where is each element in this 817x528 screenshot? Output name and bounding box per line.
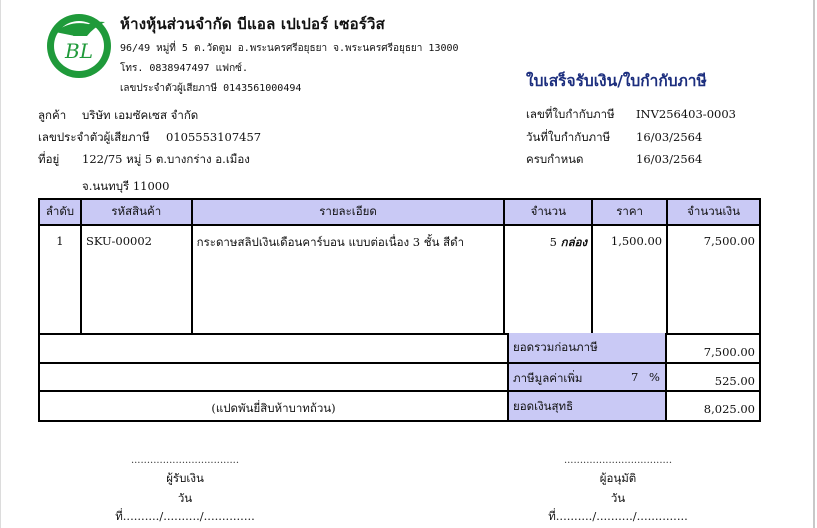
table-row: [39, 225, 760, 334]
customer-name: บริษัท เอมซัคเซส จำกัด: [82, 108, 199, 122]
page-left-edge: [0, 0, 1, 528]
approver-signature: [543, 455, 693, 526]
svg-text:BL: BL: [65, 39, 93, 63]
net-value: 8,025.00: [703, 402, 755, 416]
items-table: [38, 198, 761, 335]
customer-tax-row: [38, 129, 261, 147]
row-amount: 7,500.00: [667, 225, 760, 334]
invoice-due-label: ครบกำหนด: [526, 152, 584, 166]
approver-date: วันที่........../........../..............: [548, 491, 688, 523]
company-tax-id: เลขประจำตัวผู้เสียภาษี 0143561000494: [120, 83, 302, 94]
invoice-no-row: [526, 106, 736, 124]
company-info: [120, 12, 459, 96]
vat-rate: 7: [631, 370, 639, 384]
customer-address-line2: จ.นนทบุรี 11000: [82, 179, 170, 193]
header-amount: จำนวนเงิน: [667, 199, 760, 225]
invoice-date-label: วันที่ใบกำกับภาษี: [526, 130, 611, 144]
customer-address-row: [38, 151, 250, 169]
row-qty: 5: [549, 235, 557, 249]
net-row: [40, 392, 759, 420]
vat-label: ภาษีมูลค่าเพิ่ม: [513, 371, 583, 385]
table-header: [39, 199, 760, 225]
vat-label-cell: [507, 364, 667, 390]
company-address: 96/49 หมู่ที่ 5 ต.วัดตูม อ.พระนครศรีอยุธยา จ.พระนครศรีอยุธยา 13000: [120, 43, 459, 54]
approver-label: ผู้อนุมัติ: [599, 471, 637, 485]
receiver-date: วันที่........../........../..............: [115, 491, 255, 523]
words-divider: [40, 390, 507, 392]
row-sku: SKU-00002: [81, 225, 192, 334]
net-label: ยอดเงินสุทธิ: [507, 392, 667, 420]
receiver-label: ผู้รับเงิน: [166, 471, 204, 485]
receiver-sign-line: ..................................: [130, 455, 240, 466]
customer-name-row: [38, 107, 198, 125]
header-sku: รหัสสินค้า: [81, 199, 192, 225]
company-phone: โทร. 0838947497 แฟกซ์.: [120, 63, 248, 74]
header-qty: จำนวน: [504, 199, 592, 225]
customer-address-label: ที่อยู่: [38, 152, 60, 166]
company-logo: [43, 10, 115, 80]
vat-value: 525.00: [714, 374, 755, 388]
customer-address-line1: 122/75 หมู่ 5 ต.บางกร่าง อ.เมือง: [82, 152, 250, 166]
subtotal-label: ยอดรวมก่อนภาษี: [507, 333, 667, 362]
invoice-date-row: [526, 129, 702, 147]
invoice-no-label: เลขที่ใบกำกับภาษี: [526, 107, 615, 121]
approver-sign-line: ..................................: [563, 455, 673, 466]
subtotal-value: 7,500.00: [703, 345, 755, 359]
row-description: กระดาษสลิปเงินเดือนคาร์บอน แบบต่อเนื่อง 3 ชั้น สีดำ: [192, 225, 505, 334]
invoice-no: INV256403-0003: [636, 107, 736, 121]
header-price: ราคา: [592, 199, 667, 225]
row-no: 1: [39, 225, 81, 334]
header-description: รายละเอียด: [192, 199, 505, 225]
row-qty-cell: [504, 225, 592, 334]
customer-name-label: ลูกค้า: [38, 108, 67, 122]
customer-tax-label: เลขประจำตัวผู้เสียภาษี: [38, 130, 150, 144]
header-no: ลำดับ: [39, 199, 81, 225]
vat-row: [40, 364, 759, 392]
invoice-due-row: [526, 151, 702, 169]
row-unit: กล่อง: [560, 235, 588, 249]
summary-block: [38, 333, 761, 422]
amount-in-words: (แปดพันยี่สิบห้าบาทถ้วน): [211, 401, 336, 415]
subtotal-row: [40, 333, 759, 364]
document-title: ใบเสร็จรับเงิน/ใบกำกับภาษี: [526, 72, 707, 90]
row-price: 1,500.00: [592, 225, 667, 334]
receiver-signature: [110, 455, 260, 526]
page-right-edge: [813, 0, 815, 528]
customer-tax-id: 0105553107457: [166, 130, 262, 144]
company-name: ห้างหุ้นส่วนจำกัด บีแอล เปเปอร์ เซอร์วิส: [120, 15, 386, 33]
invoice-due: 16/03/2564: [636, 152, 703, 166]
vat-unit: %: [649, 370, 660, 384]
invoice-date: 16/03/2564: [636, 130, 703, 144]
